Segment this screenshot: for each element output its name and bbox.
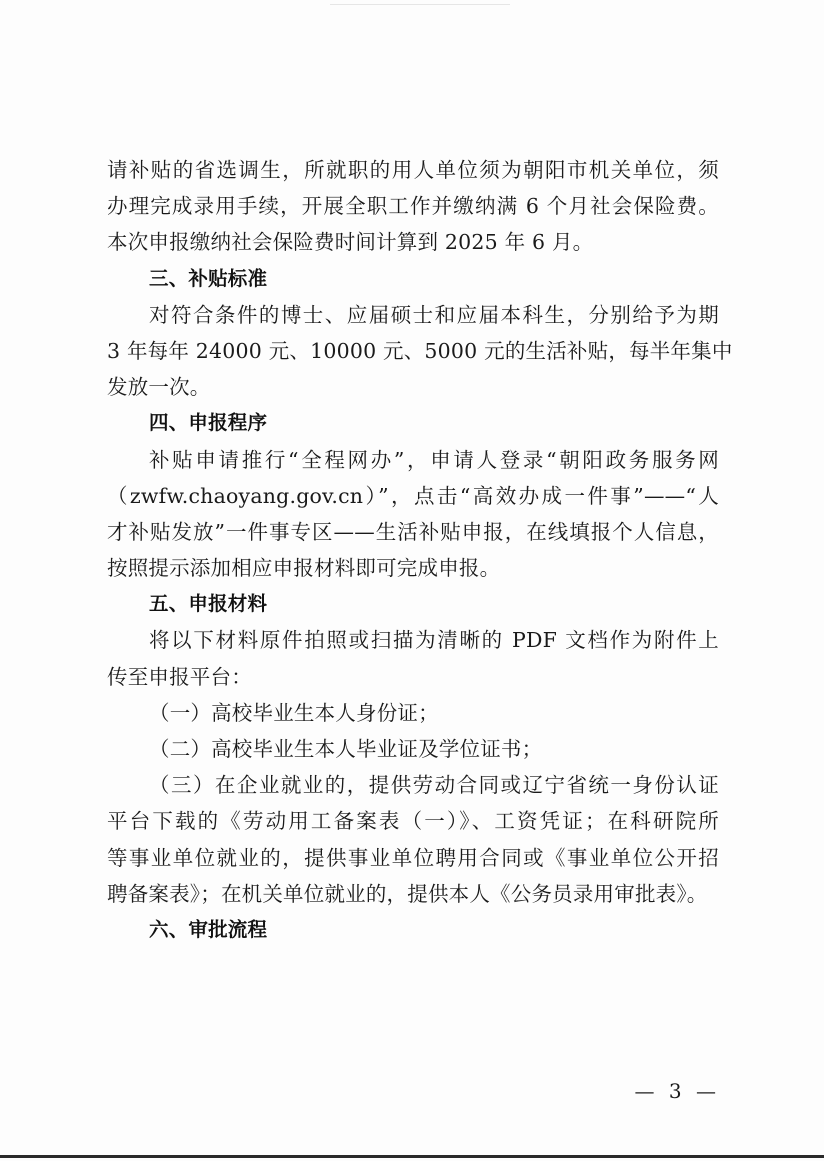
section-heading-application-materials: 五、申报材料 — [149, 592, 268, 616]
list-item: （二）高校毕业生本人毕业证及学位证书； — [149, 737, 543, 761]
paragraph-line: 3 年每年 24000 元、10000 元、5000 元的生活补贴，每半年集中 — [107, 338, 733, 363]
document-body — [107, 152, 733, 948]
list-item: （三）在企业就业的，提供劳动合同或辽宁省统一身份认证 — [149, 773, 719, 798]
paragraph-line: 按照提示添加相应申报材料即可完成申报。 — [107, 556, 501, 581]
paragraph-line: 传至申报平台： — [107, 664, 252, 689]
paragraph-line: 等事业单位就业的，提供事业单位聘用合同或《事业单位公开招 — [107, 845, 719, 870]
list-item: （一）高校毕业生本人身份证； — [149, 700, 439, 725]
paragraph-line: 补贴申请推行“全程网办”，申请人登录“朝阳政务服务网 — [149, 447, 719, 472]
paragraph-line: 才补贴发放”一件事专区——生活补贴申报，在线填报个人信息， — [107, 519, 719, 544]
paragraph-line: 对符合条件的博士、应届硕士和应届本科生，分别给予为期 — [149, 302, 719, 327]
paragraph-line: 请补贴的省选调生，所就职的用人单位须为朝阳市机关单位，须 — [107, 158, 719, 182]
paragraph-line: 本次申报缴纳社会保险费时间计算到 2025 年 6 月。 — [107, 230, 594, 255]
section-heading-subsidy-standard: 三、补贴标准 — [149, 266, 268, 290]
page-number: — 3 — — [634, 1079, 720, 1103]
scan-artifact-line — [330, 4, 510, 5]
bottom-edge-line — [0, 1155, 824, 1158]
paragraph-line: 发放一次。 — [107, 375, 211, 400]
section-heading-approval-process: 六、审批流程 — [149, 917, 268, 941]
paragraph-line: 将以下材料原件拍照或扫描为清晰的 PDF 文档作为附件上 — [149, 628, 719, 653]
paragraph-line: 聘备案表》；在机关单位就业的，提供本人《公务员录用审批表》。 — [107, 881, 708, 906]
paragraph-line: （zwfw.chaoyang.gov.cn）”，点击“高效办成一件事”——“人 — [107, 483, 719, 508]
paragraph-line: 平台下载的《劳动用工备案表（一）》、工资凭证；在科研院所 — [107, 809, 719, 834]
paragraph-line: 办理完成录用手续，开展全职工作并缴纳满 6 个月社会保险费。 — [107, 194, 719, 219]
section-heading-application-procedure: 四、申报程序 — [149, 411, 268, 435]
